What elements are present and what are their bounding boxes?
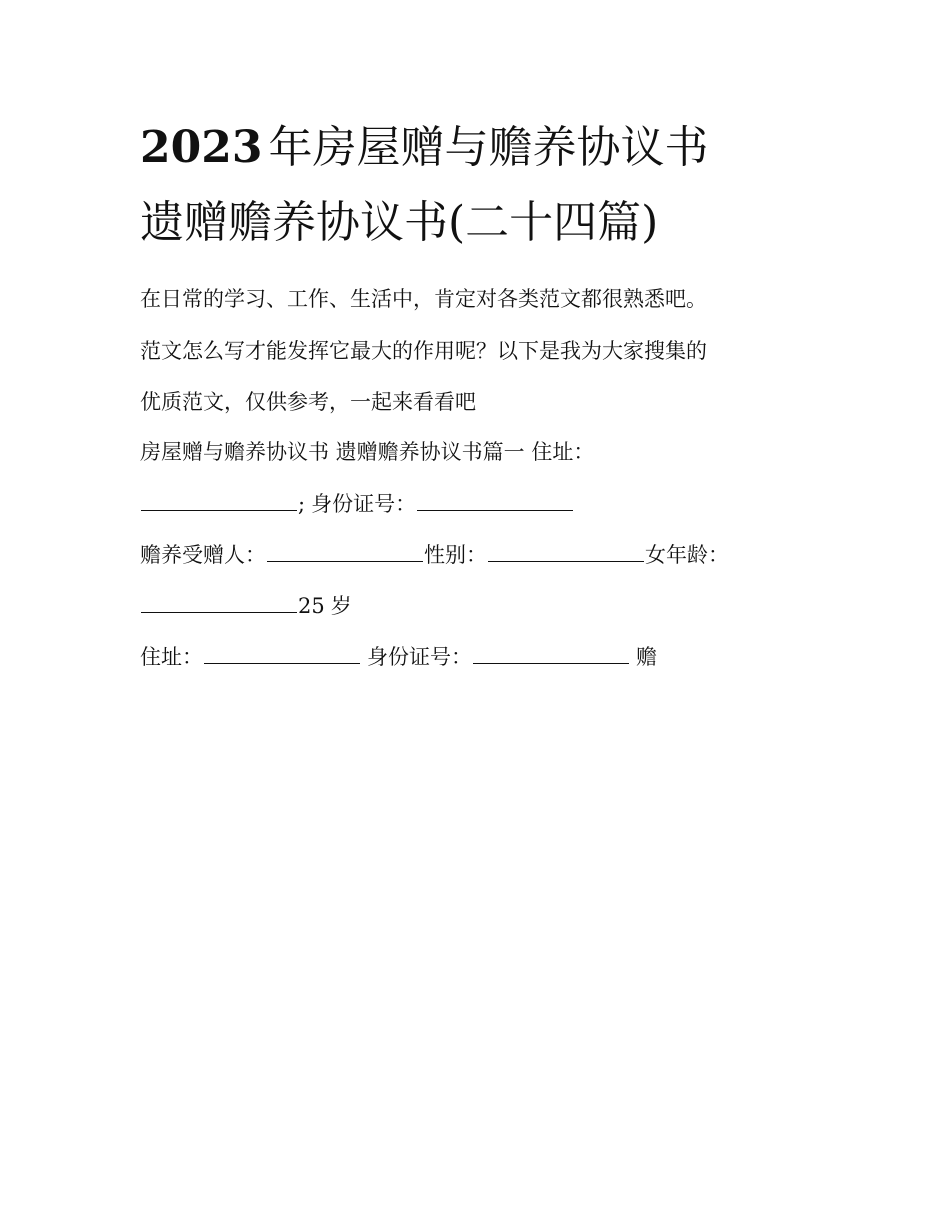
intro-paragraph-line-3: 优质范文，仅供参考，一起来看看吧 [140,390,476,414]
id-number-label-2: 身份证号： [367,645,472,669]
separator-text: ; [298,492,306,516]
blank-id-number-field[interactable] [417,490,573,511]
blank-id-number-field-2[interactable] [473,643,629,664]
document-title-line-2: 遗赠赡养协议书(二十四篇) [140,197,659,248]
form-row-address-id [140,489,574,519]
section-heading: 房屋赠与赡养协议书 遗赠赡养协议书篇一 住址： [140,440,595,464]
id-number-label: 身份证号： [311,492,417,516]
blank-age-field[interactable] [141,592,297,613]
document-title-line-1 [140,120,708,176]
form-row-recipient [140,540,729,570]
intro-paragraph-line-2: 范文怎么写才能发挥它最大的作用呢？以下是我为大家搜集的 [140,339,707,363]
blank-gender-field[interactable] [488,541,644,562]
title-text-1: 年房屋赠与赡养协议书 [268,122,709,173]
title-year: 2023 [140,122,263,173]
address-label: 住址： [140,645,203,669]
gender-label: 性别： [424,543,487,567]
blank-address-field[interactable] [141,490,297,511]
form-row-age [140,591,352,621]
age-value: 25 [298,594,325,618]
trailing-text: 赡 [636,645,657,669]
intro-paragraph-line-1: 在日常的学习、工作、生活中，肯定对各类范文都很熟悉吧。 [140,287,707,311]
age-unit: 岁 [330,594,352,618]
age-label: 年龄： [666,543,729,567]
blank-address-field-2[interactable] [204,643,360,664]
recipient-label: 赡养受赠人： [140,543,266,567]
gender-value: 女 [645,543,666,567]
blank-recipient-field[interactable] [267,541,423,562]
form-row-address-id-2 [140,642,657,672]
